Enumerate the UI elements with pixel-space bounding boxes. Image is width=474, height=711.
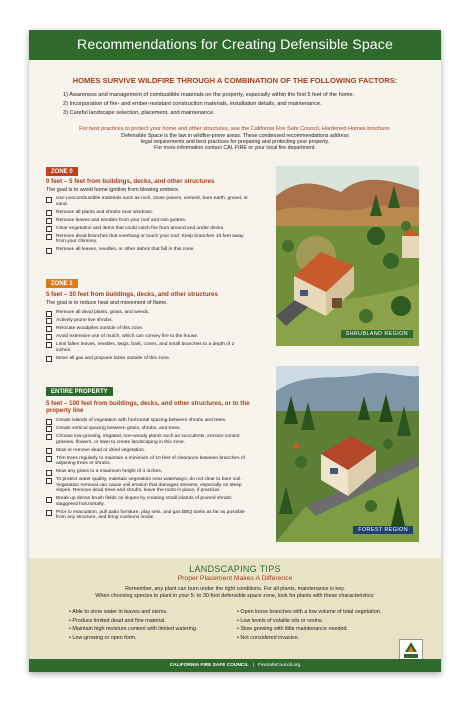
forest-illustration bbox=[276, 366, 419, 542]
footer-separator: | bbox=[252, 663, 254, 668]
poster-footer bbox=[29, 659, 441, 672]
checklist-item: Choose low-growing, irrigated, non-woody plants such as succulents, erosion-control grasses, flowers, or lawn to create landscaping in this zone. bbox=[46, 434, 251, 445]
factors-heading: HOMES SURVIVE WILDFIRE THROUGH A COMBINATION OF THE FOLLOWING FACTORS: bbox=[72, 76, 398, 85]
checklist-item: Move all gas and propane tanks outside of this zone. bbox=[46, 356, 251, 362]
tip-item: • Low levels of volatile oils or resins. bbox=[237, 617, 324, 624]
checkbox-icon bbox=[46, 342, 52, 348]
checklist-item: To protect water quality, maintain vegetation near waterways; do not clear to bare soil. Vegetation removal can cause soil erosion that damages streams, especially on steep slopes. Remove dead trees and shrubs, leave the roots in place, if practical. bbox=[46, 477, 251, 494]
checkbox-icon bbox=[46, 426, 52, 432]
tips-left-list bbox=[69, 608, 197, 642]
checkbox-icon bbox=[46, 311, 52, 317]
shrubland-illustration bbox=[276, 166, 419, 346]
entire-property-list bbox=[46, 418, 251, 523]
shrubland-region-label: SHRUBLAND REGION bbox=[341, 330, 413, 338]
tip-item: • Produce limited dead and fine material. bbox=[69, 617, 166, 624]
checklist-item: Remove all dead plants, grass, and weeds. bbox=[46, 310, 251, 316]
fire-safe-council-logo bbox=[399, 639, 423, 661]
checklist-item: Break up dense brush fields on slopes by creating small islands of pruned shrubs staggered horizontally. bbox=[46, 496, 251, 507]
tips-subtitle: Proper Placement Makes A Difference bbox=[177, 575, 293, 582]
checkbox-icon bbox=[46, 419, 52, 425]
checkbox-icon bbox=[46, 434, 52, 440]
tip-item: • Not considered invasive. bbox=[237, 634, 300, 641]
zone-0-list bbox=[46, 196, 251, 255]
tip-item: • Maintain high moisture content with limited watering. bbox=[69, 626, 198, 632]
checklist-item: Remove all plants and shrubs near windows. bbox=[46, 210, 251, 216]
checkbox-icon bbox=[46, 210, 52, 216]
zone-1-tag: ZONE 1 bbox=[46, 279, 78, 288]
footer-org: CALIFORNIA FIRE SAFE COUNCIL bbox=[169, 663, 249, 668]
tips-title: LANDSCAPING TIPS bbox=[189, 564, 281, 574]
factors-list bbox=[63, 91, 354, 118]
checkbox-icon bbox=[46, 248, 52, 254]
zone-0-goal: The goal is to avoid home ignition from blowing embers. bbox=[46, 187, 180, 193]
checkbox-icon bbox=[46, 356, 52, 362]
landscaping-tips-panel bbox=[29, 558, 441, 659]
checklist-item: Remove dead branches that overhang or touch your roof. Keep branches 10 feet away from your chimney. bbox=[46, 234, 251, 245]
tips-intro-line: Remember, any plant can burn under the right conditions. For all plants, maintenance is key. bbox=[125, 586, 345, 592]
checklist-item: Mow or remove dead or dried vegetation. bbox=[46, 448, 251, 454]
checklist-item: Remove leaves and needles from your roof and rain gutters. bbox=[46, 218, 251, 224]
shrubland-scene bbox=[276, 166, 419, 346]
checkbox-icon bbox=[46, 478, 52, 484]
checklist-item: Relocate woodpiles outside of this zone. bbox=[46, 326, 251, 332]
factor-item: 1) Awareness and management of combustible materials on the property, especially within the first 5 feet of the home. bbox=[63, 92, 355, 98]
best-practices-note: For best practices to protect your home and other structures, see the California Fire Safe Council, Hardened Homes brochure. bbox=[79, 126, 391, 132]
entire-property-title: 5 feet – 100 feet from buildings, decks, and other structures, or to the property line bbox=[46, 400, 250, 414]
checklist-item: Clear vegetation and items that could catch fire from around and under decks. bbox=[46, 226, 251, 232]
factor-item: 3) Careful landscape selection, placement, and maintenance. bbox=[63, 110, 215, 116]
zone-1-goal: The goal is to reduce heat and movement of flame. bbox=[46, 300, 168, 306]
checklist-item: Create vertical spacing between grass, shrubs, and trees. bbox=[46, 426, 251, 432]
checkbox-icon bbox=[46, 470, 52, 476]
checklist-item: Limit fallen leaves, needles, twigs, bark, cones, and small branches to a depth of 2 inches. bbox=[46, 342, 251, 353]
checklist-item: Actively prune live shrubs. bbox=[46, 318, 251, 324]
law-note-line: legal requirements and best practices for preparing and protecting your property. bbox=[140, 139, 330, 145]
law-note-line: For more information contact CAL FIRE or your local fire department. bbox=[154, 145, 316, 151]
zone-0-title: 0 feet – 5 feet from buildings, decks, and other structures bbox=[46, 178, 215, 185]
forest-scene bbox=[276, 366, 419, 542]
tips-intro-line: When choosing species to plant in your 5- to 30-foot defensible space zone, look for plants with these characteristics: bbox=[95, 593, 375, 599]
checklist-item: Use noncombustible materials such as rock, stone pavers, cement, bare earth, gravel, or sand. bbox=[46, 196, 251, 207]
checklist-item: Create islands of vegetation with horizontal spacing between shrubs and trees. bbox=[46, 418, 251, 424]
entire-property-tag: ENTIRE PROPERTY bbox=[46, 387, 113, 396]
checkbox-icon bbox=[46, 510, 52, 516]
zone-0-tag: ZONE 0 bbox=[46, 167, 78, 176]
checkbox-icon bbox=[46, 326, 52, 332]
forest-region-label: FOREST REGION bbox=[353, 526, 413, 534]
law-note-line: Defensible Space is the law in wildfire-prone areas. These condensed recommendations address bbox=[121, 133, 349, 139]
checkbox-icon bbox=[46, 456, 52, 462]
checkbox-icon bbox=[46, 226, 52, 232]
tips-right-list bbox=[237, 608, 381, 642]
checkbox-icon bbox=[46, 218, 52, 224]
checklist-item: Avoid extensive use of mulch, which can convey fire to the house. bbox=[46, 334, 251, 340]
checkbox-icon bbox=[46, 448, 52, 454]
tips-intro bbox=[39, 586, 431, 600]
checklist-item: Prior to evacuation, pull patio furniture, play sets, and gas BBQ tanks as far as possible from any structure, and bring cushions inside. bbox=[46, 510, 251, 521]
checkbox-icon bbox=[46, 334, 52, 340]
tip-item: • Able to store water in leaves and stems. bbox=[69, 609, 168, 615]
checkbox-icon bbox=[46, 234, 52, 240]
checkbox-icon bbox=[46, 197, 52, 203]
footer-url[interactable]: FireSafeCouncil.org bbox=[257, 663, 301, 668]
zone-1-title: 5 feet – 30 feet from buildings, decks, and other structures bbox=[46, 291, 218, 298]
tip-item: • Low-growing or open form. bbox=[69, 634, 137, 641]
poster-title: Recommendations for Creating Defensible Space bbox=[29, 30, 441, 60]
factor-item: 2) Incorporation of fire- and ember-resistant construction materials, installation details, and maintenance. bbox=[63, 101, 322, 107]
checklist-item: Remove all leaves, needles, or other debris that fall in this zone. bbox=[46, 247, 251, 253]
tip-item: • Slow growing with little maintenance needed. bbox=[237, 626, 348, 632]
checklist-item: Mow any grass to a maximum height of 4 inches. bbox=[46, 469, 251, 475]
zone-1-list bbox=[46, 310, 251, 364]
checklist-item: Trim trees regularly to maintain a minimum of 10 feet of clearance between branches of adjoining trees or shrubs. bbox=[46, 456, 251, 467]
fire-safe-logo-icon bbox=[400, 640, 422, 660]
checkbox-icon bbox=[46, 318, 52, 324]
checkbox-icon bbox=[46, 497, 52, 503]
tip-item: • Open loose branches with a low volume of total vegetation. bbox=[237, 609, 382, 615]
defensible-space-poster bbox=[29, 30, 441, 672]
